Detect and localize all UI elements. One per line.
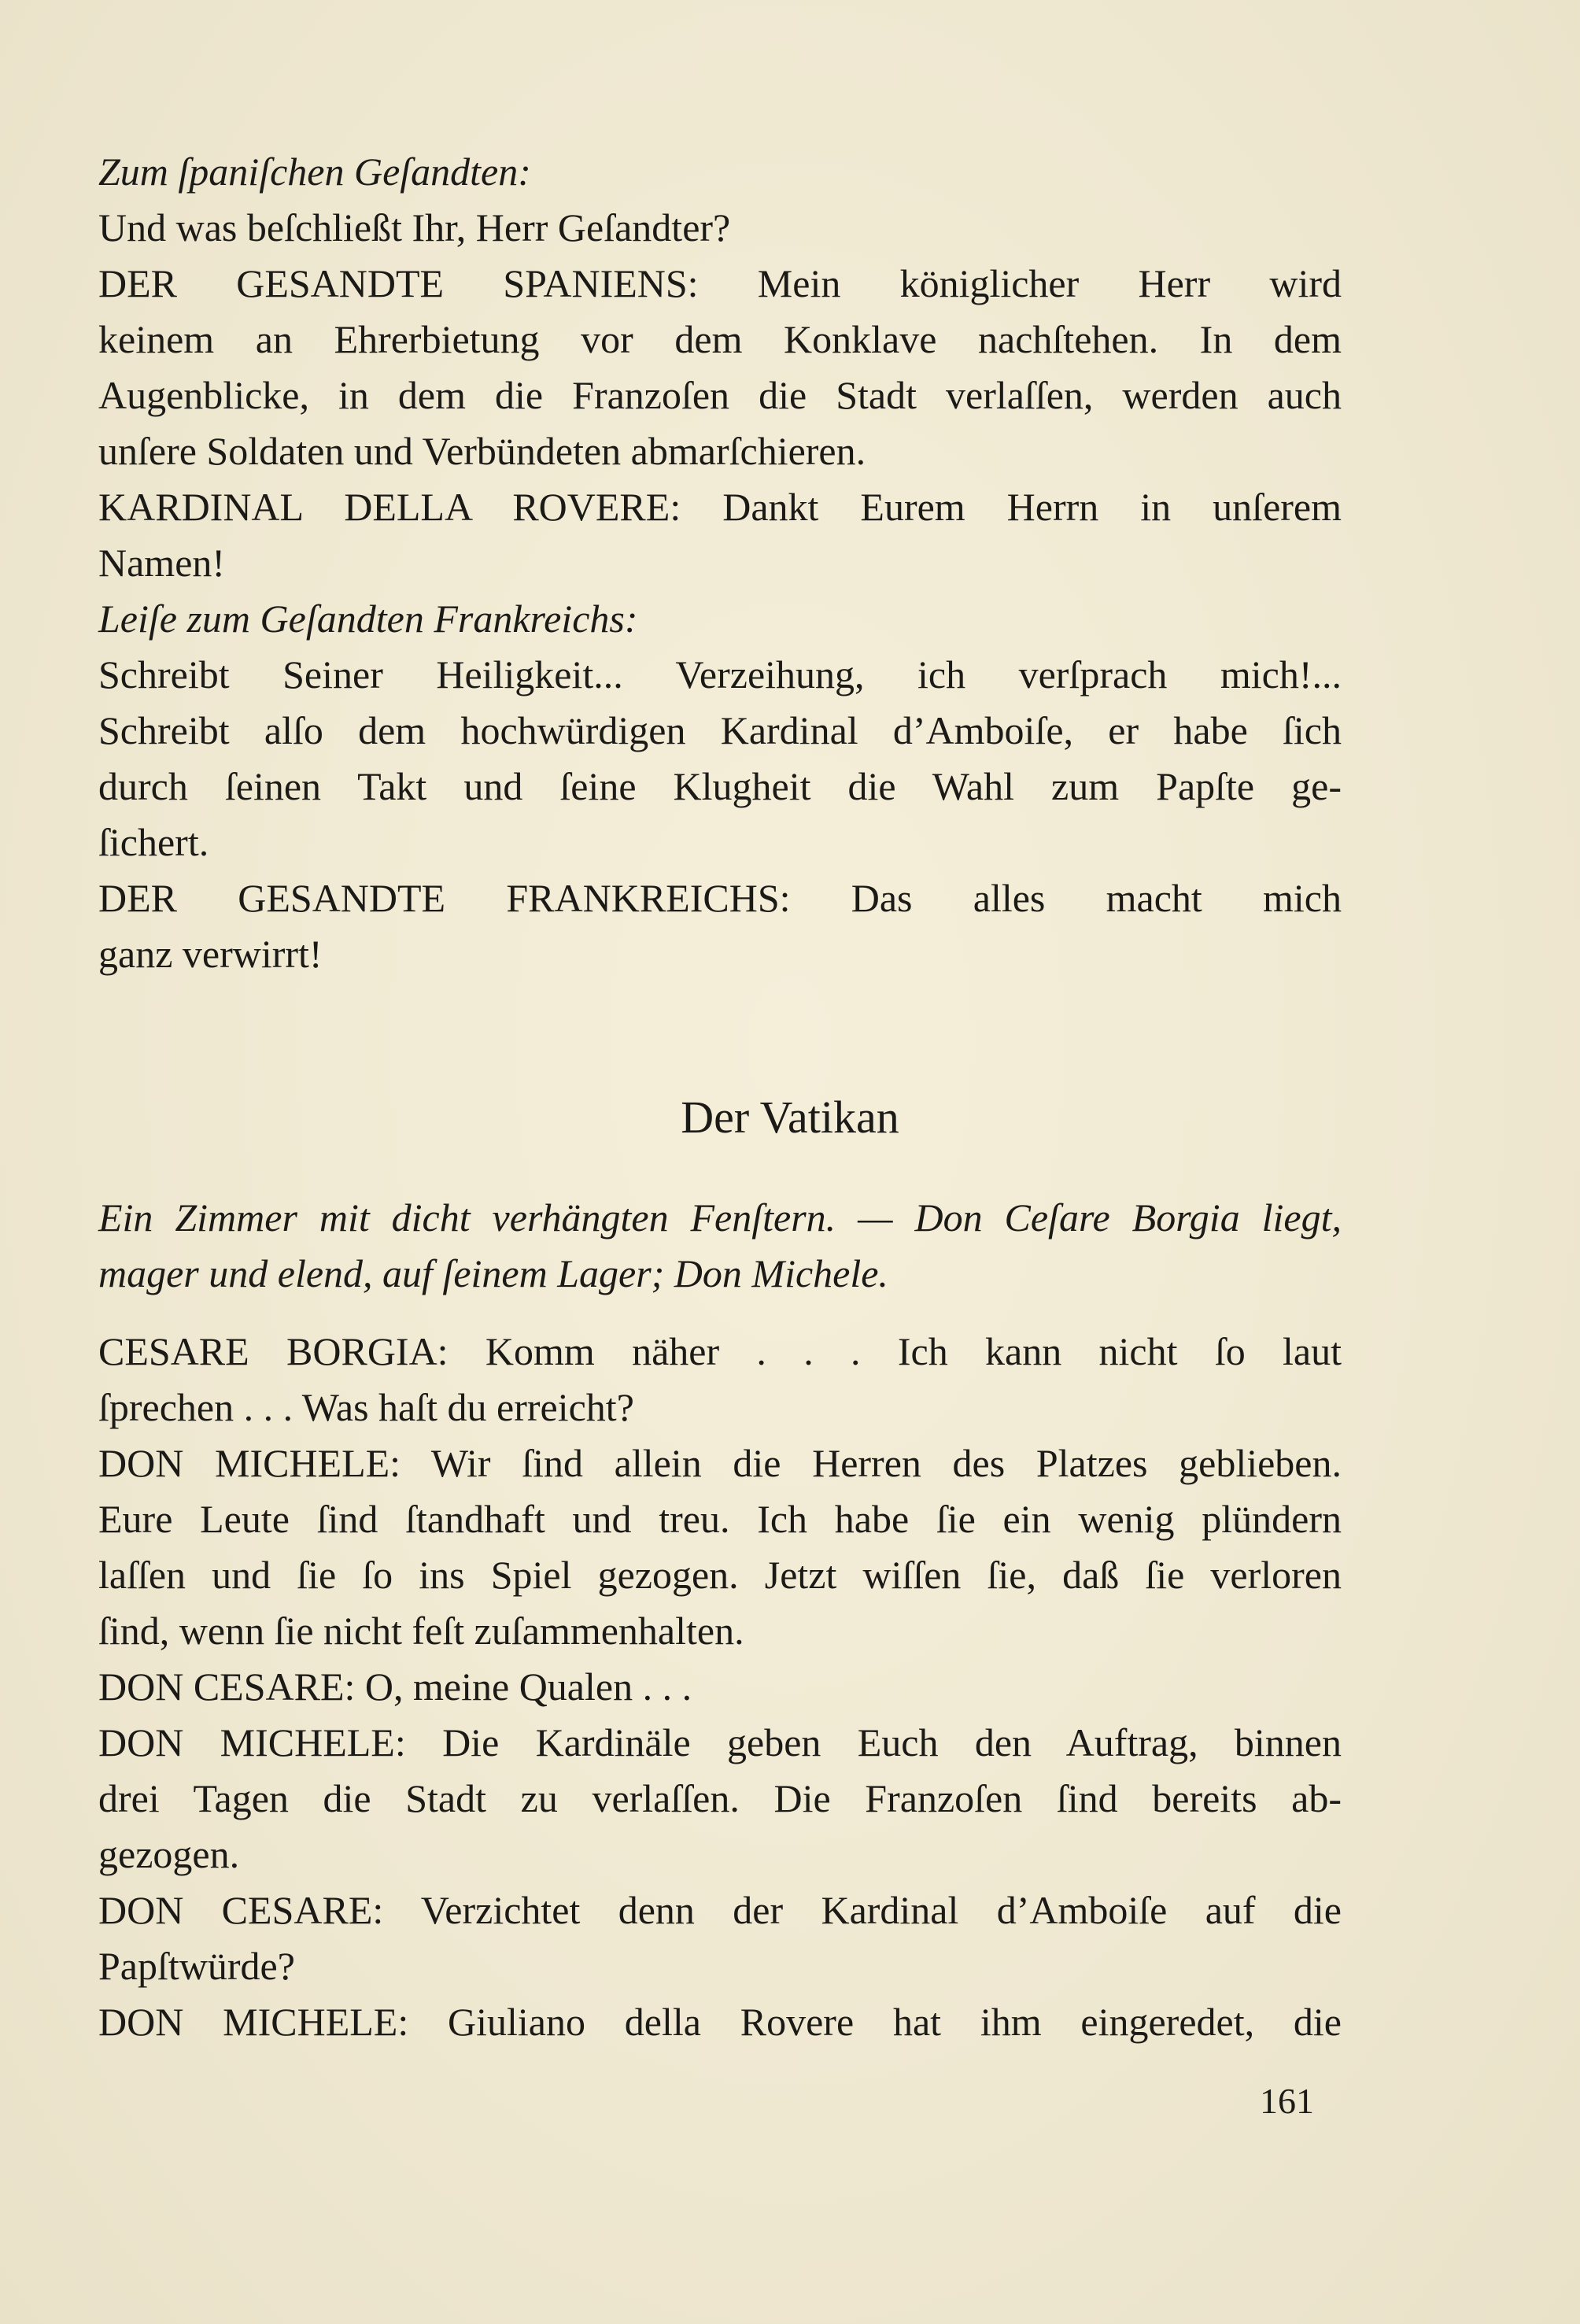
text-line: Namen! xyxy=(98,541,226,585)
text-line: Und was beſchließt Ihr, Herr Geſandter? xyxy=(98,205,731,249)
text-line: DON MICHELE: Wir ſind allein die Herren des Platzes geblieben. xyxy=(98,1441,1342,1485)
text-block-bottom xyxy=(98,1324,1342,2050)
text-block-top xyxy=(98,144,1342,982)
text-line: DON MICHELE: Die Kardinäle geben Euch den Auftrag, binnen xyxy=(98,1720,1342,1764)
text-line: ſprechen . . . Was haſt du erreicht? xyxy=(98,1385,634,1429)
page-number: 161 xyxy=(1260,2081,1314,2121)
text-line: ſichert. xyxy=(98,820,209,864)
text-line: gezogen. xyxy=(98,1832,240,1876)
text-line: CESARE BORGIA: Komm näher . . . Ich kann nicht ſo laut xyxy=(98,1329,1342,1373)
text-line: drei Tagen die Stadt zu verlaſſen. Die Franzoſen ſind bereits ab- xyxy=(98,1776,1342,1820)
text-line: KARDINAL DELLA ROVERE: Dankt Eurem Herrn in unſerem xyxy=(98,485,1342,529)
scene-stage-direction xyxy=(98,1190,1342,1302)
stage-direction-line: Ein Zimmer mit dicht verhängten Fenſtern. — Don Ceſare Borgia liegt, xyxy=(98,1195,1342,1240)
text-line: DON MICHELE: Giuliano della Rovere hat ihm eingeredet, die xyxy=(98,2000,1342,2044)
text-line: ganz verwirrt! xyxy=(98,932,323,976)
scene-heading: Der Vatikan xyxy=(681,1092,899,1143)
text-line: DON CESARE: Verzichtet denn der Kardinal d’Amboiſe auf die xyxy=(98,1888,1342,1932)
text-line: Eure Leute ſind ſtandhaft und treu. Ich habe ſie ein wenig plündern xyxy=(98,1497,1342,1541)
text-line: Papſtwürde? xyxy=(98,1944,295,1988)
text-line: DON CESARE: O, meine Qualen . . . xyxy=(98,1664,692,1709)
text-line: unſere Soldaten und Verbündeten abmarſchieren. xyxy=(98,429,866,473)
text-line: Schreibt Seiner Heiligkeit... Verzeihung, ich verſprach mich!... xyxy=(98,652,1342,696)
stage-direction-line: Zum ſpaniſchen Geſandten: xyxy=(98,150,531,194)
text-line: laſſen und ſie ſo ins Spiel gezogen. Jetzt wiſſen ſie, daß ſie verloren xyxy=(98,1553,1342,1597)
text-line: ſind, wenn ſie nicht feſt zuſammenhalten. xyxy=(98,1609,744,1653)
text-line: Augenblicke, in dem die Franzoſen die Stadt verlaſſen, werden auch xyxy=(98,373,1342,417)
text-line: durch ſeinen Takt und ſeine Klugheit die Wahl zum Papſte ge- xyxy=(98,764,1342,808)
text-line: Schreibt alſo dem hochwürdigen Kardinal d’Amboiſe, er habe ſich xyxy=(98,708,1342,752)
text-line: keinem an Ehrerbietung vor dem Konklave nachſtehen. In dem xyxy=(98,317,1342,361)
text-line: DER GESANDTE FRANKREICHS: Das alles macht mich xyxy=(98,876,1342,920)
stage-direction-line: Leiſe zum Geſandten Frankreichs: xyxy=(98,597,638,641)
stage-direction-line: mager und elend, auf ſeinem Lager; Don Michele. xyxy=(98,1251,888,1295)
text-line: DER GESANDTE SPANIENS: Mein königlicher Herr wird xyxy=(98,261,1342,305)
